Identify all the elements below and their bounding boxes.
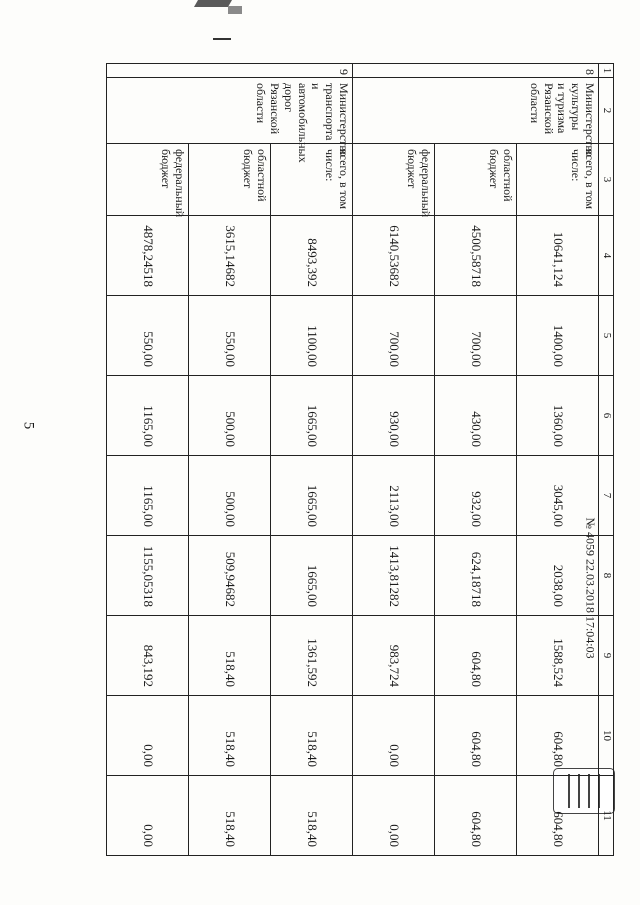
column-number: 11 bbox=[599, 776, 614, 856]
budget-category: федеральный бюджет bbox=[353, 144, 435, 216]
table-cell: 6140,53682 bbox=[353, 216, 435, 296]
column-number: 10 bbox=[599, 696, 614, 776]
table-cell: 932,00 bbox=[435, 456, 517, 536]
table-cell: 1665,00 bbox=[271, 536, 353, 616]
table-cell: 518,40 bbox=[189, 776, 271, 856]
table-cell: 1588,524 bbox=[517, 616, 599, 696]
table-cell: 4878,24518 bbox=[107, 216, 189, 296]
table-cell: 1665,00 bbox=[271, 456, 353, 536]
table-cell: 1360,00 bbox=[517, 376, 599, 456]
table-row bbox=[517, 64, 599, 856]
table-cell: 604,80 bbox=[435, 696, 517, 776]
table-cell: 604,80 bbox=[435, 616, 517, 696]
table-cell: 500,00 bbox=[189, 376, 271, 456]
table-cell: 518,40 bbox=[189, 696, 271, 776]
table-cell: 430,00 bbox=[435, 376, 517, 456]
table-cell: 3615,14682 bbox=[189, 216, 271, 296]
document-code: № 4059 22.03.2018 17:04:03 bbox=[583, 517, 598, 659]
scan-artifact bbox=[194, 0, 232, 7]
scan-artifact bbox=[228, 6, 242, 14]
table-cell: 1165,00 bbox=[107, 376, 189, 456]
budget-category: областной бюджет bbox=[189, 144, 271, 216]
ministry-name: Министерство культуры и туризма Рязанской области bbox=[353, 78, 599, 144]
table-cell: 1155,05318 bbox=[107, 536, 189, 616]
budget-category: всего, в том числе: bbox=[517, 144, 599, 216]
table-cell: 930,00 bbox=[353, 376, 435, 456]
table-cell: 700,00 bbox=[353, 296, 435, 376]
table-cell: 10641,124 bbox=[517, 216, 599, 296]
table-cell: 1361,592 bbox=[271, 616, 353, 696]
budget-category: федеральный бюджет bbox=[107, 144, 189, 216]
row-index: 9 bbox=[107, 64, 353, 78]
table-cell: 0,00 bbox=[353, 776, 435, 856]
table-cell: 3045,00 bbox=[517, 456, 599, 536]
ministry-name: Министерство транспорта и автомобильных дорог Рязанской области bbox=[107, 78, 353, 144]
table-cell: 1413,81282 bbox=[353, 536, 435, 616]
table-cell: 700,00 bbox=[435, 296, 517, 376]
table-cell: 1165,00 bbox=[107, 456, 189, 536]
table-cell: 4500,58718 bbox=[435, 216, 517, 296]
column-number: 9 bbox=[599, 616, 614, 696]
table-cell: 983,724 bbox=[353, 616, 435, 696]
table-cell: 0,00 bbox=[107, 776, 189, 856]
column-number: 5 bbox=[599, 296, 614, 376]
table-cell: 604,80 bbox=[517, 776, 599, 856]
column-number: 3 bbox=[599, 144, 614, 216]
column-number: 6 bbox=[599, 376, 614, 456]
table-cell: 0,00 bbox=[353, 696, 435, 776]
table-row bbox=[107, 64, 189, 856]
table-cell: 518,40 bbox=[189, 616, 271, 696]
table-row bbox=[353, 64, 435, 856]
rotated-page bbox=[54, 63, 614, 855]
budget-category: областной бюджет bbox=[435, 144, 517, 216]
column-number: 4 bbox=[599, 216, 614, 296]
table-cell: 843,192 bbox=[107, 616, 189, 696]
table-row bbox=[189, 64, 271, 856]
table-cell: 1100,00 bbox=[271, 296, 353, 376]
table-cell: 8493,392 bbox=[271, 216, 353, 296]
column-number: 7 bbox=[599, 456, 614, 536]
table-cell: 2113,00 bbox=[353, 456, 435, 536]
table-cell: 2038,00 bbox=[517, 536, 599, 616]
column-number: 1 bbox=[599, 64, 614, 78]
table-cell: 1400,00 bbox=[517, 296, 599, 376]
column-number: 2 bbox=[599, 78, 614, 144]
table-cell: 518,40 bbox=[271, 776, 353, 856]
table-cell: 509,94682 bbox=[189, 536, 271, 616]
table-cell: 604,80 bbox=[435, 776, 517, 856]
table-cell: 604,80 bbox=[517, 696, 599, 776]
table-cell: 550,00 bbox=[107, 296, 189, 376]
table-cell: 550,00 bbox=[189, 296, 271, 376]
budget-category: всего, в том числе: bbox=[271, 144, 353, 216]
table-cell: 0,00 bbox=[107, 696, 189, 776]
column-numbers-row bbox=[599, 64, 614, 856]
row-index: 8 bbox=[353, 64, 599, 78]
budget-table bbox=[106, 63, 614, 856]
table-cell: 624,18718 bbox=[435, 536, 517, 616]
table-cell: 518,40 bbox=[271, 696, 353, 776]
table-cell: 500,00 bbox=[189, 456, 271, 536]
table-row bbox=[271, 64, 353, 856]
column-number: 8 bbox=[599, 536, 614, 616]
table-cell: 1665,00 bbox=[271, 376, 353, 456]
table-row bbox=[435, 64, 517, 856]
scan-artifact bbox=[213, 38, 231, 40]
page-number: 5 bbox=[20, 421, 37, 430]
